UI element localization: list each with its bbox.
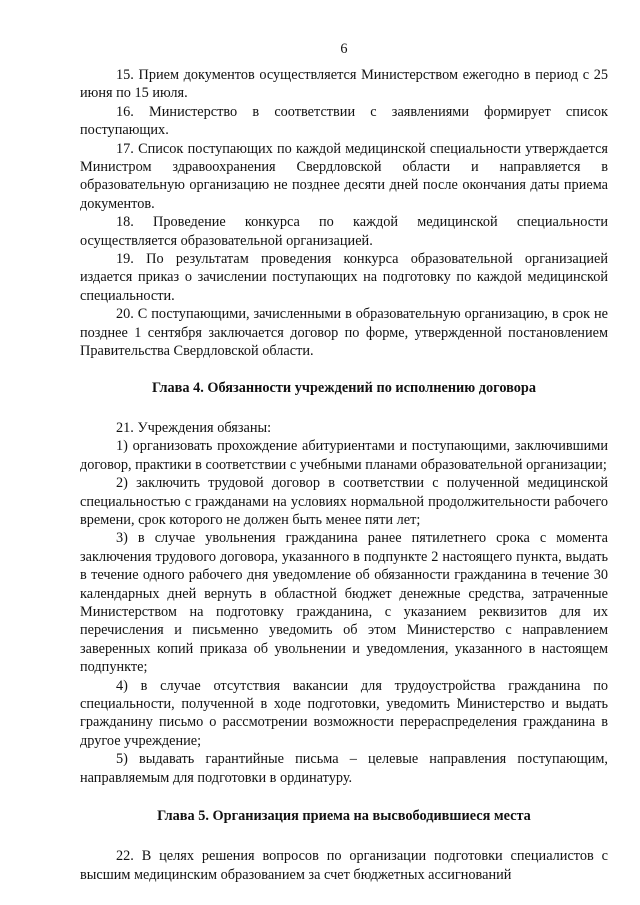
spacer [80,825,608,847]
paragraph-20: 20. С поступающими, зачисленными в образовательную организацию, в срок не позднее 1 сентября заключается договор по форме, утвержденной постановлением Правительства Свердловской области. [80,306,608,360]
subparagraph-2: 2) заключить трудовой договор в соответствии с полученной медицинской специальностью с гражданами на условиях нормальной продолжительности рабочего времени, срок которого не должен быть менее пяти лет; [80,475,608,528]
spacer [80,361,608,379]
paragraph-18: 18. Проведение конкурса по каждой медицинской специальности осуществляется образовательной организацией. [80,214,608,249]
spacer [80,397,608,419]
subparagraph-1: 1) организовать прохождение абитуриентами и поступающими, заключившими договор, практики в соответствии с учебными планами образовательной организации; [80,438,608,473]
paragraph-21: 21. Учреждения обязаны: [116,419,272,436]
chapter-4-title: Глава 4. Обязанности учреждений по исполнению договора [152,379,536,396]
document-page [80,40,608,884]
page-number: 6 [340,41,348,57]
subparagraph-4: 4) в случае отсутствия вакансии для трудоустройства гражданина по специальности, полученной в ходе подготовки, уведомить Министерство и выдать гражданину письмо о рассмотрении возможности перераспределения гражданина в другое учреждение; [80,677,608,749]
paragraph-19: 19. По результатам проведения конкурса образовательной организацией издается приказ о зачислении поступающих на подготовку по каждой медицинской специальности. [80,251,608,304]
paragraph-22: 22. В целях решения вопросов по организации подготовки специалистов с высшим медицинским образованием за счет бюджетных ассигнований [80,848,608,883]
subparagraph-3: 3) в случае увольнения гражданина ранее пятилетнего срока с момента заключения трудового договора, указанного в подпункте 2 настоящего пункта, выдать в течение одного рабочего дня уведомление об обязанности гражданина в течение 30 календарных дней вернуть в областной бюджет денежные средства, затраченные Министерством на подготовку гражданина, с указанием реквизитов для их перечисления и письменно уведомить об этом Министерство с направлением заверенных копий приказа об увольнении и уведомления, указанного в настоящем подпункте; [80,530,608,676]
chapter-5-title: Глава 5. Организация приема на высвободившиеся места [157,808,531,825]
paragraph-15: 15. Прием документов осуществляется Министерством ежегодно в период с 25 июня по 15 июля. [80,67,608,102]
spacer [80,787,608,807]
paragraph-16: 16. Министерство в соответствии с заявлениями формирует список поступающих. [80,103,608,139]
subparagraph-5: 5) выдавать гарантийные письма – целевые направления поступающим, направляемым для подготовки в ординатуру. [80,751,608,786]
paragraph-17: 17. Список поступающих по каждой медицинской специальности утверждается Министром здравоохранения Свердловской области и направляется в образовательную организацию не позднее десяти дней после окончания даты приема документов. [80,140,608,212]
